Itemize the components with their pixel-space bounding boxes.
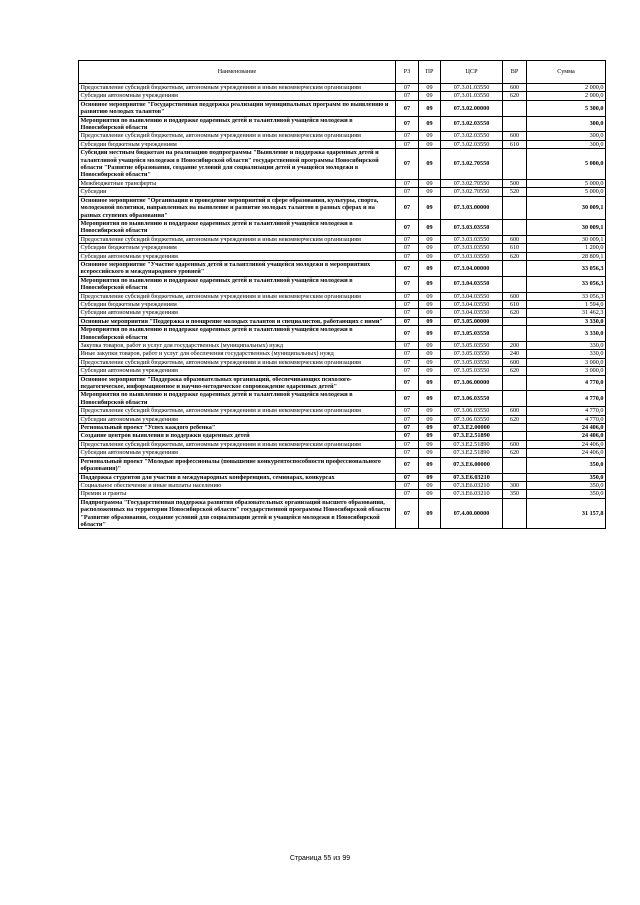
cell-csr: 07.3.02.70550 xyxy=(441,149,503,180)
cell-sum: 5 000,0 xyxy=(527,149,606,180)
cell-rz: 07 xyxy=(396,432,419,440)
table-body xyxy=(79,84,606,529)
cell-name: Подпрограмма "Государственная поддержка развития образовательных организаций высшего образования, расположенных на территории Новосибирской области" государственной программы Новосибирской области "Развитие образования, создание условий для социализации детей и учащейся молодежи в Новосибирской области" xyxy=(79,498,396,529)
cell-rz: 07 xyxy=(396,407,419,415)
cell-vr: 200 xyxy=(503,342,527,350)
table-row xyxy=(79,457,606,473)
cell-name: Субсидии xyxy=(79,188,396,196)
cell-vr xyxy=(503,100,527,116)
table-row xyxy=(79,196,606,219)
cell-vr xyxy=(503,116,527,132)
cell-sum: 5 300,0 xyxy=(527,100,606,116)
cell-sum: 300,0 xyxy=(527,132,606,140)
cell-vr: 600 xyxy=(503,407,527,415)
cell-pr: 09 xyxy=(419,244,441,252)
cell-sum: 5 000,0 xyxy=(527,188,606,196)
cell-pr: 09 xyxy=(419,179,441,187)
cell-rz: 07 xyxy=(396,440,419,448)
cell-csr: 07.3.E2.51890 xyxy=(441,449,503,457)
cell-vr: 610 xyxy=(503,300,527,308)
table-row xyxy=(79,415,606,423)
cell-sum: 350,0 xyxy=(527,481,606,489)
table-row xyxy=(79,140,606,148)
cell-vr xyxy=(503,260,527,276)
cell-vr: 300 xyxy=(503,481,527,489)
cell-sum: 30 009,1 xyxy=(527,219,606,235)
cell-name: Мероприятия по выявлению и поддержке одаренных детей и талантливой учащейся молодежи в Новосибирской области xyxy=(79,219,396,235)
cell-csr: 07.4.00.00000 xyxy=(441,498,503,529)
cell-csr: 07.3.E2.51890 xyxy=(441,432,503,440)
cell-vr: 620 xyxy=(503,309,527,317)
cell-name: Основное мероприятие "Участие одаренных детей и талантливой учащейся молодежи в мероприятиях всероссийского и международного уровней" xyxy=(79,260,396,276)
cell-name: Предоставление субсидий бюджетным, автономным учреждениям и иным некоммерческим организациям xyxy=(79,235,396,243)
table-row xyxy=(79,407,606,415)
cell-rz: 07 xyxy=(396,391,419,407)
cell-pr: 09 xyxy=(419,276,441,292)
cell-pr: 09 xyxy=(419,326,441,342)
cell-rz: 07 xyxy=(396,342,419,350)
table-row xyxy=(79,276,606,292)
cell-pr: 09 xyxy=(419,407,441,415)
table-row xyxy=(79,449,606,457)
cell-csr: 07.3.03.00000 xyxy=(441,196,503,219)
table-row xyxy=(79,375,606,391)
cell-csr: 07.3.06.00000 xyxy=(441,375,503,391)
table-row xyxy=(79,440,606,448)
cell-csr: 07.3.04.00000 xyxy=(441,260,503,276)
cell-vr xyxy=(503,424,527,432)
cell-name: Иные закупки товаров, работ и услуг для обеспечения государственных (муниципальных) нужд xyxy=(79,350,396,358)
page-number: Страница 55 из 99 xyxy=(289,855,351,862)
cell-csr: 07.3.04.03550 xyxy=(441,309,503,317)
cell-sum: 28 809,1 xyxy=(527,252,606,260)
cell-rz: 07 xyxy=(396,276,419,292)
table-row xyxy=(79,179,606,187)
cell-vr: 240 xyxy=(503,350,527,358)
cell-csr: 07.3.06.03550 xyxy=(441,407,503,415)
cell-name: Предоставление субсидий бюджетным, автономным учреждениям и иным некоммерческим организациям xyxy=(79,358,396,366)
cell-name: Предоставление субсидий бюджетным, автономным учреждениям и иным некоммерческим организациям xyxy=(79,132,396,140)
table-row xyxy=(79,260,606,276)
cell-sum: 24 406,0 xyxy=(527,424,606,432)
table-row xyxy=(79,432,606,440)
cell-vr: 610 xyxy=(503,140,527,148)
cell-name: Мероприятия по выявлению и поддержке одаренных детей и талантливой учащейся молодежи в Новосибирской области xyxy=(79,276,396,292)
cell-name: Основное мероприятие "Государственная поддержка реализации муниципальных программ по выявлению и развитию молодых талантов" xyxy=(79,100,396,116)
cell-sum: 1 594,0 xyxy=(527,300,606,308)
cell-name: Премии и гранты xyxy=(79,490,396,498)
cell-pr: 09 xyxy=(419,415,441,423)
cell-name: Основное мероприятие "Поддержка образовательных организаций, обеспечивающих психолого-педагогическое, информационное и научно-методическое сопровождение одаренных детей" xyxy=(79,375,396,391)
cell-name: Субсидии бюджетным учреждениям xyxy=(79,244,396,252)
cell-pr: 09 xyxy=(419,252,441,260)
cell-rz: 07 xyxy=(396,490,419,498)
table-row xyxy=(79,490,606,498)
cell-rz: 07 xyxy=(396,498,419,529)
cell-vr xyxy=(503,375,527,391)
cell-sum: 4 770,0 xyxy=(527,391,606,407)
cell-pr: 09 xyxy=(419,116,441,132)
cell-vr: 620 xyxy=(503,367,527,375)
cell-csr: 07.3.02.00000 xyxy=(441,100,503,116)
table-row xyxy=(79,317,606,325)
cell-vr: 500 xyxy=(503,179,527,187)
table-row xyxy=(79,235,606,243)
cell-vr: 620 xyxy=(503,415,527,423)
cell-csr: 07.3.06.03550 xyxy=(441,391,503,407)
cell-sum: 33 056,3 xyxy=(527,276,606,292)
cell-csr: 07.3.04.03550 xyxy=(441,292,503,300)
cell-rz: 07 xyxy=(396,424,419,432)
cell-csr: 07.3.E6.03210 xyxy=(441,481,503,489)
cell-rz: 07 xyxy=(396,326,419,342)
cell-sum: 300,0 xyxy=(527,140,606,148)
cell-sum: 300,0 xyxy=(527,116,606,132)
cell-name: Региональный проект "Успех каждого ребенка" xyxy=(79,424,396,432)
cell-pr: 09 xyxy=(419,317,441,325)
cell-vr: 520 xyxy=(503,188,527,196)
table-row xyxy=(79,309,606,317)
table-row xyxy=(79,300,606,308)
cell-sum: 31 157,8 xyxy=(527,498,606,529)
table-row xyxy=(79,188,606,196)
cell-pr: 09 xyxy=(419,350,441,358)
cell-sum: 350,0 xyxy=(527,457,606,473)
cell-vr: 600 xyxy=(503,132,527,140)
cell-name: Предоставление субсидий бюджетным, автономным учреждениям и иным некоммерческим организациям xyxy=(79,440,396,448)
header-vr: ВР xyxy=(503,61,527,84)
cell-name: Субсидии автономным учреждениям xyxy=(79,309,396,317)
cell-rz: 07 xyxy=(396,132,419,140)
table-row xyxy=(79,149,606,180)
cell-sum: 5 000,0 xyxy=(527,179,606,187)
cell-name: Закупка товаров, работ и услуг для государственных (муниципальных) нужд xyxy=(79,342,396,350)
cell-csr: 07.3.E6.00000 xyxy=(441,457,503,473)
cell-sum: 24 406,0 xyxy=(527,449,606,457)
table-row xyxy=(79,252,606,260)
cell-pr: 09 xyxy=(419,367,441,375)
cell-rz: 07 xyxy=(396,300,419,308)
cell-vr: 600 xyxy=(503,235,527,243)
cell-sum: 350,0 xyxy=(527,490,606,498)
cell-csr: 07.3.03.03550 xyxy=(441,252,503,260)
cell-csr: 07.3.02.70550 xyxy=(441,179,503,187)
table-row xyxy=(79,498,606,529)
cell-sum: 2 000,0 xyxy=(527,92,606,100)
cell-vr xyxy=(503,196,527,219)
table-row xyxy=(79,367,606,375)
cell-vr: 600 xyxy=(503,440,527,448)
cell-name: Субсидии автономным учреждениям xyxy=(79,367,396,375)
table-row xyxy=(79,219,606,235)
cell-name: Предоставление субсидий бюджетным, автономным учреждениям и иным некоммерческим организациям xyxy=(79,292,396,300)
cell-vr: 600 xyxy=(503,292,527,300)
cell-rz: 07 xyxy=(396,235,419,243)
cell-rz: 07 xyxy=(396,292,419,300)
cell-pr: 09 xyxy=(419,292,441,300)
cell-vr xyxy=(503,326,527,342)
header-name: Наименование xyxy=(79,61,396,84)
header-sum: Сумма xyxy=(527,61,606,84)
cell-rz: 07 xyxy=(396,92,419,100)
cell-sum: 24 406,0 xyxy=(527,432,606,440)
cell-vr: 620 xyxy=(503,92,527,100)
table-row xyxy=(79,92,606,100)
cell-vr: 600 xyxy=(503,84,527,92)
cell-vr: 610 xyxy=(503,244,527,252)
cell-sum: 330,0 xyxy=(527,350,606,358)
cell-vr xyxy=(503,317,527,325)
cell-sum: 30 009,1 xyxy=(527,235,606,243)
cell-name: Субсидии местным бюджетам на реализацию подпрограммы "Выявление и поддержка одаренных детей и талантливой учащейся молодежи в Новосибирской области" государственной программы Новосибирской области "Развитие образования, создание условий для социализации детей и учащейся молодежи в Новосибирской области" xyxy=(79,149,396,180)
table-row xyxy=(79,473,606,481)
cell-csr: 07.3.06.03550 xyxy=(441,415,503,423)
cell-sum: 31 462,3 xyxy=(527,309,606,317)
cell-sum: 30 009,1 xyxy=(527,196,606,219)
cell-sum: 4 770,0 xyxy=(527,407,606,415)
cell-sum: 330,0 xyxy=(527,342,606,350)
cell-pr: 09 xyxy=(419,260,441,276)
cell-name: Мероприятия по выявлению и поддержке одаренных детей и талантливой учащейся молодежи в Новосибирской области xyxy=(79,116,396,132)
cell-name: Субсидии автономным учреждениям xyxy=(79,252,396,260)
table-row xyxy=(79,342,606,350)
cell-csr: 07.3.02.70550 xyxy=(441,188,503,196)
cell-pr: 09 xyxy=(419,424,441,432)
cell-csr: 07.3.04.03550 xyxy=(441,300,503,308)
cell-vr xyxy=(503,149,527,180)
cell-pr: 09 xyxy=(419,391,441,407)
cell-csr: 07.3.05.03550 xyxy=(441,326,503,342)
cell-csr: 07.3.03.03550 xyxy=(441,219,503,235)
cell-name: Региональный проект "Молодые профессионалы (повышение конкурентоспособности профессионального образования)" xyxy=(79,457,396,473)
cell-sum: 3 000,0 xyxy=(527,358,606,366)
header-pr: ПР xyxy=(419,61,441,84)
cell-rz: 07 xyxy=(396,415,419,423)
cell-csr: 07.3.E6.03210 xyxy=(441,473,503,481)
cell-pr: 09 xyxy=(419,457,441,473)
cell-rz: 07 xyxy=(396,350,419,358)
cell-name: Создание центров выявления и поддержки одаренных детей xyxy=(79,432,396,440)
cell-name: Предоставление субсидий бюджетным, автономным учреждениям и иным некоммерческим организациям xyxy=(79,84,396,92)
cell-vr xyxy=(503,219,527,235)
cell-sum: 4 770,0 xyxy=(527,375,606,391)
cell-rz: 07 xyxy=(396,473,419,481)
cell-pr: 09 xyxy=(419,309,441,317)
cell-rz: 07 xyxy=(396,179,419,187)
cell-vr xyxy=(503,276,527,292)
cell-vr xyxy=(503,457,527,473)
cell-pr: 09 xyxy=(419,149,441,180)
cell-name: Мероприятия по выявлению и поддержке одаренных детей и талантливой учащейся молодежи в Новосибирской области xyxy=(79,326,396,342)
cell-vr: 600 xyxy=(503,358,527,366)
cell-pr: 09 xyxy=(419,449,441,457)
cell-rz: 07 xyxy=(396,116,419,132)
table-row xyxy=(79,391,606,407)
cell-name: Субсидии автономным учреждениям xyxy=(79,415,396,423)
cell-rz: 07 xyxy=(396,309,419,317)
cell-rz: 07 xyxy=(396,149,419,180)
cell-name: Субсидии автономным учреждениям xyxy=(79,92,396,100)
cell-name: Основное мероприятие "Организация и проведение мероприятий в сфере образования, культуры, спорта, молодежной политики, направленных на выявление и развитие молодых талантов в разных сферах и на разных ступенях образования" xyxy=(79,196,396,219)
cell-pr: 09 xyxy=(419,342,441,350)
cell-pr: 09 xyxy=(419,219,441,235)
cell-rz: 07 xyxy=(396,196,419,219)
cell-rz: 07 xyxy=(396,481,419,489)
cell-rz: 07 xyxy=(396,375,419,391)
cell-vr xyxy=(503,391,527,407)
cell-vr: 350 xyxy=(503,490,527,498)
cell-csr: 07.3.05.03550 xyxy=(441,367,503,375)
table-row xyxy=(79,358,606,366)
table-row xyxy=(79,326,606,342)
cell-rz: 07 xyxy=(396,367,419,375)
cell-pr: 09 xyxy=(419,188,441,196)
cell-vr: 620 xyxy=(503,449,527,457)
cell-name: Субсидии бюджетным учреждениям xyxy=(79,300,396,308)
budget-table xyxy=(78,60,606,529)
cell-csr: 07.3.02.03550 xyxy=(441,132,503,140)
cell-sum: 1 200,0 xyxy=(527,244,606,252)
table-row xyxy=(79,100,606,116)
cell-pr: 09 xyxy=(419,375,441,391)
cell-pr: 09 xyxy=(419,100,441,116)
cell-sum: 3 330,0 xyxy=(527,317,606,325)
cell-sum: 350,0 xyxy=(527,473,606,481)
cell-pr: 09 xyxy=(419,358,441,366)
cell-pr: 09 xyxy=(419,473,441,481)
cell-rz: 07 xyxy=(396,140,419,148)
cell-rz: 07 xyxy=(396,457,419,473)
cell-vr xyxy=(503,432,527,440)
cell-rz: 07 xyxy=(396,449,419,457)
table-row xyxy=(79,292,606,300)
cell-csr: 07.3.02.03550 xyxy=(441,116,503,132)
header-csr: ЦСР xyxy=(441,61,503,84)
cell-sum: 3 000,0 xyxy=(527,367,606,375)
cell-csr: 07.3.E2.51890 xyxy=(441,440,503,448)
cell-sum: 24 406,0 xyxy=(527,440,606,448)
cell-csr: 07.3.01.03550 xyxy=(441,84,503,92)
cell-vr xyxy=(503,473,527,481)
cell-csr: 07.3.05.03550 xyxy=(441,358,503,366)
cell-csr: 07.3.05.00000 xyxy=(441,317,503,325)
cell-rz: 07 xyxy=(396,244,419,252)
cell-pr: 09 xyxy=(419,140,441,148)
cell-vr: 620 xyxy=(503,252,527,260)
cell-name: Мероприятия по выявлению и поддержке одаренных детей и талантливой учащейся молодежи в Новосибирской области xyxy=(79,391,396,407)
cell-name: Поддержка студентов для участия в международных конференциях, семинарах, конкурсах xyxy=(79,473,396,481)
cell-csr: 07.3.05.03550 xyxy=(441,342,503,350)
cell-sum: 2 000,0 xyxy=(527,84,606,92)
cell-csr: 07.3.02.03550 xyxy=(441,140,503,148)
cell-pr: 09 xyxy=(419,92,441,100)
cell-csr: 07.3.03.03550 xyxy=(441,244,503,252)
table-row xyxy=(79,116,606,132)
cell-rz: 07 xyxy=(396,358,419,366)
cell-pr: 09 xyxy=(419,235,441,243)
cell-rz: 07 xyxy=(396,260,419,276)
cell-csr: 07.3.E6.03210 xyxy=(441,490,503,498)
cell-csr: 07.3.03.03550 xyxy=(441,235,503,243)
cell-csr: 07.3.01.03550 xyxy=(441,92,503,100)
cell-name: Межбюджетные трансферты xyxy=(79,179,396,187)
cell-pr: 09 xyxy=(419,481,441,489)
cell-pr: 09 xyxy=(419,432,441,440)
cell-name: Субсидии автономным учреждениям xyxy=(79,449,396,457)
cell-rz: 07 xyxy=(396,84,419,92)
cell-name: Субсидии бюджетным учреждениям xyxy=(79,140,396,148)
cell-csr: 07.3.04.03550 xyxy=(441,276,503,292)
cell-rz: 07 xyxy=(396,252,419,260)
cell-pr: 09 xyxy=(419,196,441,219)
table-row xyxy=(79,132,606,140)
cell-csr: 07.3.E2.00000 xyxy=(441,424,503,432)
cell-sum: 3 330,0 xyxy=(527,326,606,342)
table-row xyxy=(79,481,606,489)
cell-rz: 07 xyxy=(396,100,419,116)
cell-name: Основные мероприятия "Поддержка и поощрение молодых талантов и специалистов, работающих с ними" xyxy=(79,317,396,325)
cell-csr: 07.3.05.03550 xyxy=(441,350,503,358)
cell-rz: 07 xyxy=(396,219,419,235)
cell-sum: 33 056,3 xyxy=(527,260,606,276)
cell-sum: 33 056,3 xyxy=(527,292,606,300)
cell-rz: 07 xyxy=(396,188,419,196)
cell-pr: 09 xyxy=(419,300,441,308)
cell-pr: 09 xyxy=(419,132,441,140)
table-row xyxy=(79,84,606,92)
cell-vr xyxy=(503,498,527,529)
table-header-row xyxy=(79,61,606,84)
cell-pr: 09 xyxy=(419,440,441,448)
cell-name: Предоставление субсидий бюджетным, автономным учреждениям и иным некоммерческим организациям xyxy=(79,407,396,415)
table-row xyxy=(79,350,606,358)
cell-sum: 4 770,0 xyxy=(527,415,606,423)
header-rz: РЗ xyxy=(396,61,419,84)
table-row xyxy=(79,244,606,252)
cell-name: Социальное обеспечение и иные выплаты населению xyxy=(79,481,396,489)
cell-rz: 07 xyxy=(396,317,419,325)
table-row xyxy=(79,424,606,432)
cell-pr: 09 xyxy=(419,490,441,498)
cell-pr: 09 xyxy=(419,498,441,529)
cell-pr: 09 xyxy=(419,84,441,92)
